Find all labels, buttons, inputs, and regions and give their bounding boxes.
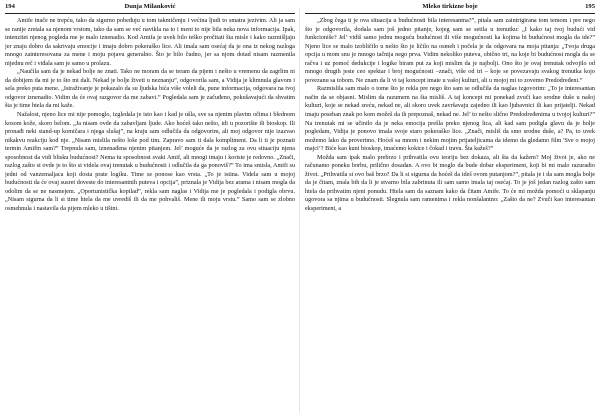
gutter-divider <box>299 8 300 413</box>
header-rule <box>5 13 295 14</box>
page-body <box>305 17 595 417</box>
running-head: Mleko tirkizne boje <box>422 3 478 10</box>
right-page <box>305 0 595 419</box>
running-head: Dunja Milanković <box>124 3 176 10</box>
paragraph: Nažalost, njeno lice mi nije pomoglo, izgledala je isto kao i kad je ušla, sve sa njenim plavim očima i blednom kosom kože, skoro belom. „Ja nisam ovde da zabavljam ljude. Ako hoćeš tako nešto, idi u pozorište ili bioskop. Ili pronađi neki stand-up komičara i njega slušaj”, na kraju sam odlučila da odgovorim, ali moj odgovor nije izazvao nikakvu reakciju kod nje. „Nisam mislila nešto loše pod tim. Zapravo sam ti dala kompliment. Da li ti je poznati termin Amifin sam?” Trepnula sam, iznenađena njenim pitanjem. Jel’ moguće da je razlog za ovu situaciju njena sposobnost da vidi blisku budućnost? Nema tu sposobnost svaki Amif, ali mnogi imaju i koriste je redovno. „Znači, razlog zašto si ovde je to što si videla ovaj trenutak u budućnosti i odlučila da ga ponoviš?” To ima smisla, Amifi su jedni od vanzemaljaca koji dosta prate logiku. Time se ponose kao vrsta. „To je istina. Videla sam u mojoj budućnosti da će ovaj susret doveste do interesantnih puteva i opcija”, priznala je Vidija bez arama i nisam mogla da odolim da se ne nasmejem. „Oportunistička kopilad”, rekla sam naglas i Vidija me je pogledala i podigla obrvu. „Nisam sigurna da li si time htela da me uvrediš ili da me pohvališ. Mene ili moju vrstu.” Samo sam se zlobno osmehnula i nastavila da pijem mleko u tišini. <box>5 111 295 213</box>
page-body <box>5 17 295 417</box>
paragraph: Možda sam ipak malo prebrzo i prihvatila ovu teoriju bez dokaza, ali šta da kažem? Moj život je, ako ne računamo poneku borbu, prilično dosadan. A ovo bi moglo da bude dobar eksperiment, koji bi mi malo razuradio život. „Prihvatila si ovo baš brzo? Da li si sigurna da hoćeš da ideš ovom putanjom?”, pitala je i da sam mogla bolje da je čitam, znala bih da li je stvarno bila zabrinuta ili sam samo imala taj osećaj. To je još jedan razlog zašto sam htela da prihvatim njeni ponudu. Htela sam da saznam kako da čitam Amife. To će mi možda pomoći u sklapanju ugovora sa njima u budućnosti. Slegnula sam ramenima i rekla nonšalantno: „Zašto da ne? Zvuči kao interesantan eksperiment, a <box>305 153 595 213</box>
paragraph: „Naučila sam da je nekad bolje ne znati. Tako ne moram da se teram da pijem i nešto u vremenu da zagrlim ni da dobijem da mi je to što mi dali. Nekad je bolje živeti u neznanju”, odgovorila sam, a Vidija je klimnula glavom i sela preko puta mene. „Istraživanje je pokazalo da su ljudska bića više voleli da, pune informacija, odgovara na tvoj odgovor iznenadio. Vidim da će ovaj razgovor da me zabavi.” Pogledala sam je začuđeno, pokušavajući da shvatim šta je time htela da mi kaže. <box>5 68 295 110</box>
header-rule <box>305 13 595 14</box>
paragraph: „Zbog čega ti je ova situacija u budućnosti bila interesantna?”, pitala sam zaintrigirana tom temom i pre nego što je odgovorila, dodala sam još jedno pitanje, kojeg sam se setila u trenutku: „I kako taj tvoj budući vid funkcioniše? Jel’ vidiš samo jednu moguću budućnost ili više mogućnosti ka kojima bi budućnost mogla da ide?” Njeno lice se malo izobličilo u nešto što je ličilo na osmeh i počela je da odgovara na moja pitanja: „Tvoja druga opcija u mom snu je mnogo tačnija nego prva. Vidim nekoliko puteva, obično tri, na koje bi budućnost mogla da se račva i uz pomoć dedukcije i logike biram put za koji mislim da je najbolji. Ono što je ovaj trenutak odvojilo od mnogo drugih jeste ceo spektar i broj mogućnosti –znači, više od tri – koje se povezavaju svakog trenutka kojo povezanu sa tobom. Ne znam da li vi taj koncept imate u vašoj kulturi, ali u mojoj mi to zovemo Predodređeni.” <box>305 17 595 84</box>
page-number: 194 <box>5 3 15 10</box>
page-number: 195 <box>585 3 595 10</box>
paragraph: Amife inače ne trepću, tako da sigurno pobeđuju u tom takmičenju i većina ljudi to smatra jezivim. Ali ja sam se ranije zretala sa njenom vrstom, tako da sam se već navikla na to i meni to nije bila neka nova informacija. Ipak, intenzitet njenog pogleda me je malo iznenadio. Kod Amifa je uvek bilo teško pročitati šta misle i kako razmišljaju jer znaju dobro da sakrivaju emocije i imaju dobro pokeraško lice. Ali imala sam osećaj da je ona iz nekog razloga mnogo zainteresovana za mene i moju pojavu generalno. Što je bilo čudno, jer sa njom dotad nisam razmenila nijednu reč i viđala sam je samo u prolazu. <box>5 17 295 67</box>
paragraph: Razmislila sam malo o tome što je rekla pre nego što sam se odlučila da naglas izgovorim: „To je interesantan način da se objasni. Mislim da razumem na šta misliš. A taj koncept mi ponekad zvuči kao srodne duše u našoj kulturi, koje se nekad sreću, nekad ne, ali skoro uvek završavaju zajedno ili kao ljubavnici ili kao prijatelji. Nekad imaju poseban znak po kom možeš da ih prepoznaš, nekad ne. Jel’ to nešto slično Predodređenima u tvojoj kulturi?” Na trenutak mi se učinilo da je neka emocija prešla preko njenog lica, ali kad sam podigla glavu da je bolje pogledam, Vidija je ponovo imala svoje staro pokeraško lice. „Znači, misliš da smo srodne duše, a? Pa, to uvek možemo lako da proverimo. Hoćeš sa mnom i nekim mojim prijateljicama da idemo da gledamo film 'Sve o mojoj majci’? Biće kao kuni bioskop, imaćemo kokice i čokad i travu. Šta kažeš?” <box>305 85 595 153</box>
left-page <box>5 0 295 419</box>
